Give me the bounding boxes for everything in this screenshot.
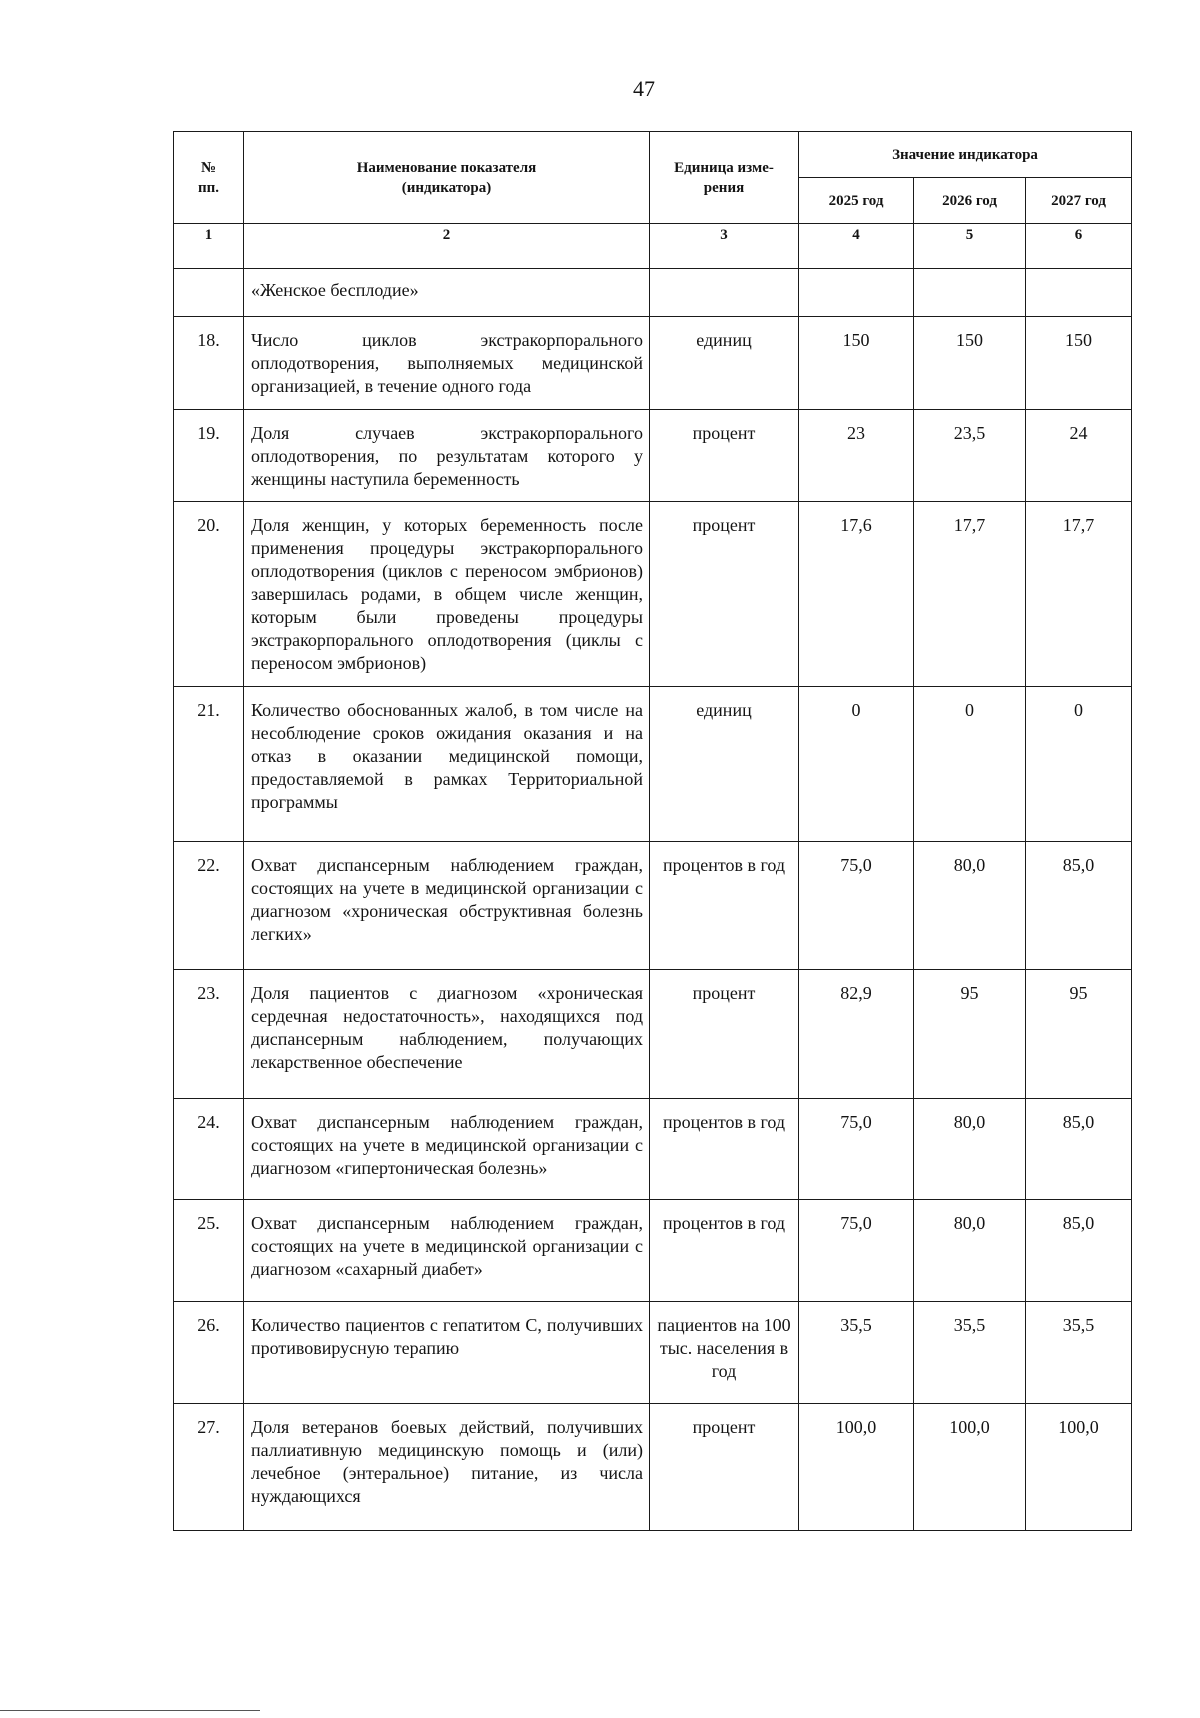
table-row bbox=[174, 1200, 1132, 1302]
column-numbers-row bbox=[174, 224, 1132, 269]
value-2026: 80,0 bbox=[914, 1200, 1026, 1302]
header-name: Наименование показателя (индикатора) bbox=[244, 132, 650, 224]
row-number: 21. bbox=[174, 687, 244, 842]
unit-of-measure: процент bbox=[650, 970, 799, 1099]
table-row bbox=[174, 410, 1132, 502]
indicators-table bbox=[173, 131, 1132, 1531]
unit-of-measure: процент bbox=[650, 502, 799, 687]
value-2026: 35,5 bbox=[914, 1302, 1026, 1404]
value-2025: 100,0 bbox=[799, 1404, 914, 1531]
row-number: 26. bbox=[174, 1302, 244, 1404]
indicator-name: Доля ветеранов боевых действий, получивших паллиативную медицинскую помощь и (или) лечебное (энтеральное) питание, из числа нуждающихся bbox=[244, 1404, 650, 1531]
unit-of-measure: процентов в год bbox=[650, 1099, 799, 1200]
header-year-2027: 2027 год bbox=[1026, 178, 1132, 224]
indicator-name: Доля женщин, у которых беременность после применения процедуры экстракорпорального оплодотворения (циклов с переносом эмбрионов) завершилась родами, в общем числе женщин, которым были проведены процедуры экстракорпорального оплодотворения (циклы с переносом эмбрионов) bbox=[244, 502, 650, 687]
column-number: 4 bbox=[799, 224, 914, 269]
table-row bbox=[174, 502, 1132, 687]
row-number: 18. bbox=[174, 317, 244, 410]
header-unit: Единица изме- рения bbox=[650, 132, 799, 224]
value-2027: 100,0 bbox=[1026, 1404, 1132, 1531]
header-year-2026: 2026 год bbox=[914, 178, 1026, 224]
table-row bbox=[174, 842, 1132, 970]
value-2026: 95 bbox=[914, 970, 1026, 1099]
column-number: 1 bbox=[174, 224, 244, 269]
unit-of-measure: процентов в год bbox=[650, 1200, 799, 1302]
value-2025: 75,0 bbox=[799, 1200, 914, 1302]
header-value-group: Значение индикатора bbox=[799, 132, 1132, 178]
unit-of-measure: единиц bbox=[650, 687, 799, 842]
value-2027: 85,0 bbox=[1026, 1200, 1132, 1302]
value-2027: 35,5 bbox=[1026, 1302, 1132, 1404]
table-header bbox=[174, 132, 1132, 224]
value-2026: 80,0 bbox=[914, 842, 1026, 970]
indicator-name: Число циклов экстракорпорального оплодотворения, выполняемых медицинской организацией, в течение одного года bbox=[244, 317, 650, 410]
value-2027: 85,0 bbox=[1026, 842, 1132, 970]
row-number: 19. bbox=[174, 410, 244, 502]
row-number: 27. bbox=[174, 1404, 244, 1531]
column-number: 2 bbox=[244, 224, 650, 269]
row-number: 20. bbox=[174, 502, 244, 687]
unit-of-measure: единиц bbox=[650, 317, 799, 410]
value-2027: 150 bbox=[1026, 317, 1132, 410]
value-2025: 17,6 bbox=[799, 502, 914, 687]
row-number: 22. bbox=[174, 842, 244, 970]
value-2025: 23 bbox=[799, 410, 914, 502]
value-2025: 35,5 bbox=[799, 1302, 914, 1404]
value-2025: 75,0 bbox=[799, 1099, 914, 1200]
section-row bbox=[174, 269, 1132, 317]
value-2027: 24 bbox=[1026, 410, 1132, 502]
column-number: 6 bbox=[1026, 224, 1132, 269]
section-empty-cell bbox=[650, 269, 799, 317]
section-empty-cell bbox=[914, 269, 1026, 317]
indicator-name: Охват диспансерным наблюдением граждан, состоящих на учете в медицинской организации с диагнозом «гипертоническая болезнь» bbox=[244, 1099, 650, 1200]
value-2027: 85,0 bbox=[1026, 1099, 1132, 1200]
section-num-empty bbox=[174, 269, 244, 317]
unit-of-measure: процент bbox=[650, 1404, 799, 1531]
section-empty-cell bbox=[799, 269, 914, 317]
table-row bbox=[174, 317, 1132, 410]
section-title: «Женское бесплодие» bbox=[244, 269, 650, 317]
table-body bbox=[174, 224, 1132, 1531]
table-row bbox=[174, 687, 1132, 842]
indicator-name: Количество обоснованных жалоб, в том числе на несоблюдение сроков ожидания оказания и на отказ в оказании медицинской помощи, предоставляемой в рамках Территориальной программы bbox=[244, 687, 650, 842]
value-2025: 75,0 bbox=[799, 842, 914, 970]
value-2026: 100,0 bbox=[914, 1404, 1026, 1531]
column-number: 3 bbox=[650, 224, 799, 269]
value-2027: 0 bbox=[1026, 687, 1132, 842]
page-number: 47 bbox=[633, 76, 655, 101]
indicator-name: Доля пациентов с диагнозом «хроническая сердечная недостаточность», находящихся под диспансерным наблюдением, получающих лекарственное обеспечение bbox=[244, 970, 650, 1099]
indicator-name: Охват диспансерным наблюдением граждан, состоящих на учете в медицинской организации с диагнозом «сахарный диабет» bbox=[244, 1200, 650, 1302]
table-row bbox=[174, 970, 1132, 1099]
value-2027: 95 bbox=[1026, 970, 1132, 1099]
unit-of-measure: пациентов на 100 тыс. населения в год bbox=[650, 1302, 799, 1404]
value-2025: 0 bbox=[799, 687, 914, 842]
value-2026: 0 bbox=[914, 687, 1026, 842]
section-empty-cell bbox=[1026, 269, 1132, 317]
value-2026: 23,5 bbox=[914, 410, 1026, 502]
value-2026: 80,0 bbox=[914, 1099, 1026, 1200]
value-2025: 82,9 bbox=[799, 970, 914, 1099]
unit-of-measure: процентов в год bbox=[650, 842, 799, 970]
indicator-name: Количество пациентов с гепатитом С, получивших противовирусную терапию bbox=[244, 1302, 650, 1404]
value-2025: 150 bbox=[799, 317, 914, 410]
row-number: 25. bbox=[174, 1200, 244, 1302]
table-row bbox=[174, 1404, 1132, 1531]
indicator-name: Доля случаев экстракорпорального оплодотворения, по результатам которого у женщины наступила беременность bbox=[244, 410, 650, 502]
row-number: 24. bbox=[174, 1099, 244, 1200]
header-year-2025: 2025 год bbox=[799, 178, 914, 224]
column-number: 5 bbox=[914, 224, 1026, 269]
footer-rule bbox=[0, 1710, 260, 1711]
table-row bbox=[174, 1302, 1132, 1404]
value-2027: 17,7 bbox=[1026, 502, 1132, 687]
header-num: № пп. bbox=[174, 132, 244, 224]
row-number: 23. bbox=[174, 970, 244, 1099]
value-2026: 17,7 bbox=[914, 502, 1026, 687]
table-row bbox=[174, 1099, 1132, 1200]
unit-of-measure: процент bbox=[650, 410, 799, 502]
indicator-name: Охват диспансерным наблюдением граждан, состоящих на учете в медицинской организации с диагнозом «хроническая обструктивная болезнь легких» bbox=[244, 842, 650, 970]
value-2026: 150 bbox=[914, 317, 1026, 410]
